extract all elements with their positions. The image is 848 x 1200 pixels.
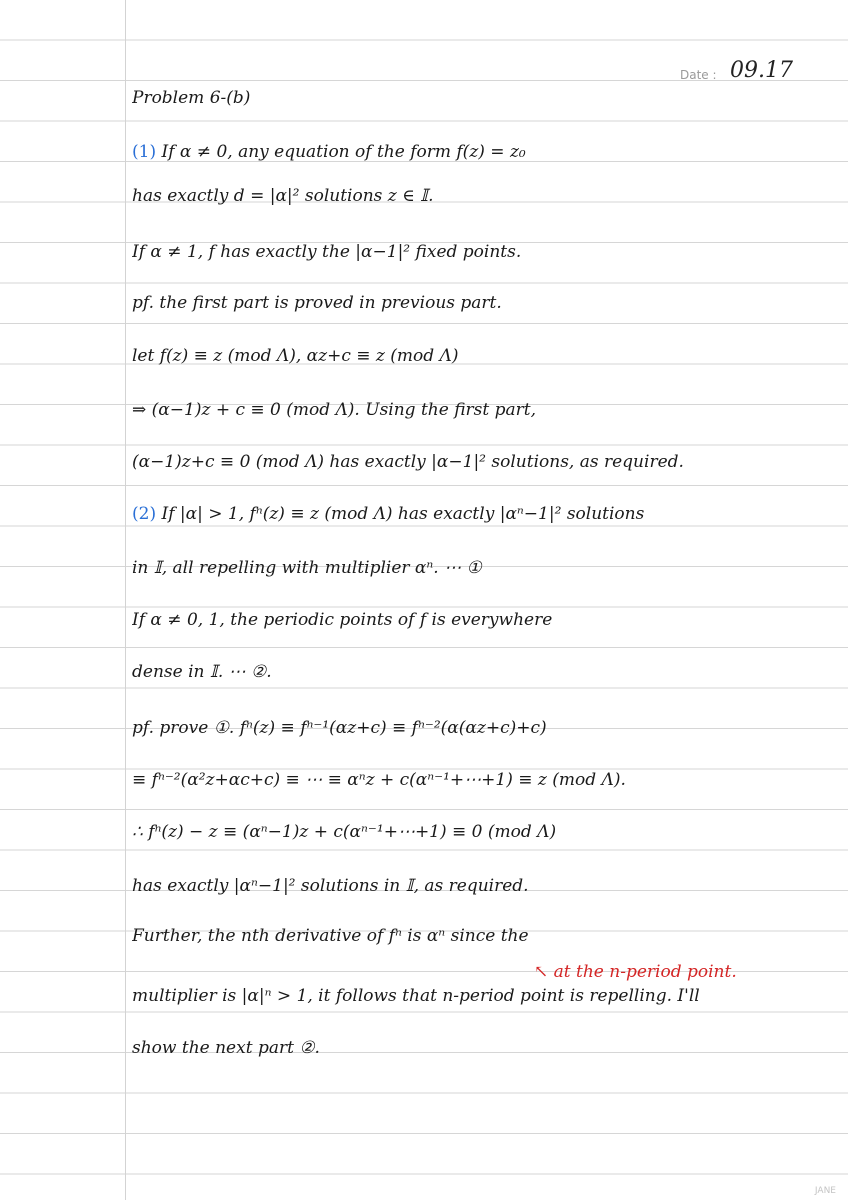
line-text: pf. the first part is proved in previous part. <box>132 293 502 313</box>
line-text: If α ≠ 0, any equation of the form f(z) = z₀ <box>156 142 526 162</box>
red-annotation: ↖ at the n-period point. <box>534 962 737 982</box>
line-text: let f(z) ≡ z (mod Λ), αz+c ≡ z (mod Λ) <box>132 346 459 366</box>
note-line-9 <box>132 494 832 534</box>
note-line-8 <box>132 442 832 482</box>
line-text: (α−1)z+c ≡ 0 (mod Λ) has exactly |α−1|² solutions, as required. <box>132 452 684 472</box>
note-line-14 <box>132 760 832 800</box>
note-line-12 <box>132 652 832 692</box>
item-number: (2) <box>132 504 157 524</box>
line-text: has exactly d = |α|² solutions z ∈ 𝕀. <box>132 186 434 206</box>
line-text: If |α| > 1, fⁿ(z) ≡ z (mod Λ) has exactly |αⁿ−1|² solutions <box>156 504 645 524</box>
note-line-19 <box>132 1028 832 1068</box>
note-line-18 <box>132 976 832 1016</box>
note-line-4 <box>132 232 832 272</box>
line-text: If α ≠ 1, f has exactly the |α−1|² fixed points. <box>132 242 522 262</box>
line-text: ∴ fⁿ(z) − z ≡ (αⁿ−1)z + c(αⁿ⁻¹+⋯+1) ≡ 0 (mod Λ) <box>132 822 557 842</box>
date-label: Date : <box>680 68 717 82</box>
note-line-11 <box>132 600 832 640</box>
note-line-13 <box>132 708 832 748</box>
footer-brand: JANE <box>814 1186 836 1196</box>
line-text: If α ≠ 0, 1, the periodic points of f is everywhere <box>132 610 553 630</box>
note-line-17 <box>132 916 832 956</box>
line-text: pf. prove ①. fⁿ(z) ≡ fⁿ⁻¹(αz+c) ≡ fⁿ⁻²(α(αz+c)+c) <box>132 718 547 738</box>
line-text: multiplier is |α|ⁿ > 1, it follows that n-period point is repelling. I'll <box>132 986 700 1006</box>
line-text: has exactly |αⁿ−1|² solutions in 𝕀, as required. <box>132 876 529 896</box>
line-text: show the next part ②. <box>132 1038 320 1058</box>
line-text: Further, the nth derivative of fⁿ is αⁿ since the <box>132 926 529 946</box>
line-text: Problem 6-(b) <box>132 88 251 108</box>
line-text: ≡ fⁿ⁻²(α²z+αc+c) ≡ ⋯ ≡ αⁿz + c(αⁿ⁻¹+⋯+1) ≡ z (mod Λ). <box>132 770 626 790</box>
note-line-15 <box>132 812 832 852</box>
note-line-7 <box>132 390 832 430</box>
note-line-2 <box>132 132 832 172</box>
note-line-3 <box>132 176 832 216</box>
date-value: 09.17 <box>730 58 793 83</box>
note-line-10 <box>132 548 832 588</box>
line-text: dense in 𝕀. ⋯ ②. <box>132 662 272 682</box>
note-line-1 <box>132 78 832 118</box>
item-number: (1) <box>132 142 157 162</box>
line-text: in 𝕀, all repelling with multiplier αⁿ. ⋯ ① <box>132 558 482 578</box>
note-line-16 <box>132 866 832 906</box>
note-line-6 <box>132 336 832 376</box>
note-line-5 <box>132 283 832 323</box>
margin-line <box>125 0 126 1200</box>
line-text: ⇒ (α−1)z + c ≡ 0 (mod Λ). Using the first part, <box>132 400 537 420</box>
